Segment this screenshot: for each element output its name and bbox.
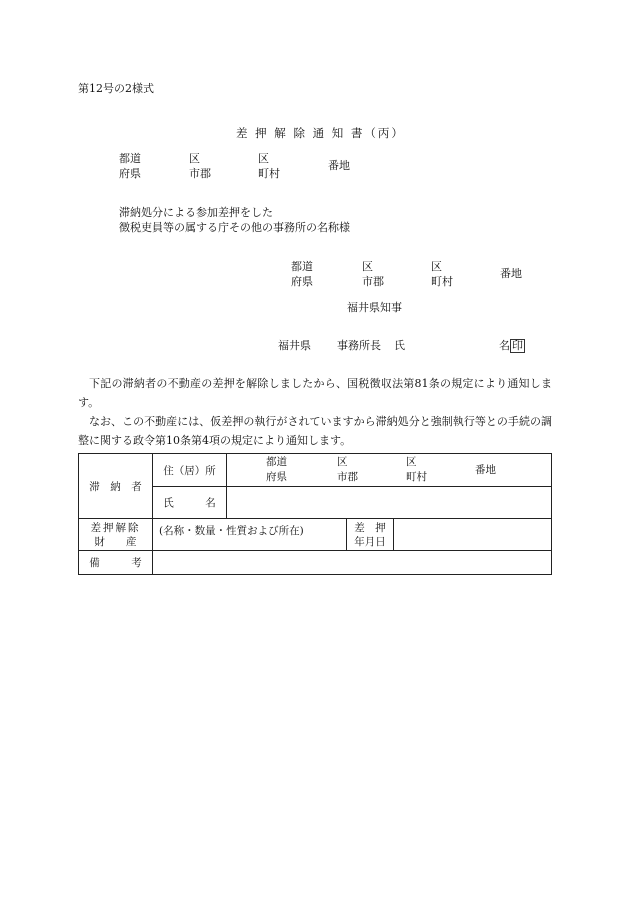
seizure-date-cell (394, 519, 552, 551)
prefecture-label: 都道 (291, 260, 313, 273)
remarks-label: 備 考 (79, 551, 153, 575)
table-row (79, 454, 552, 487)
town-label: 町村 (431, 275, 453, 288)
remarks-cell (153, 551, 552, 575)
lot-label: 番地 (475, 464, 496, 476)
table-row (79, 519, 552, 551)
recipient-line: 徴税吏員等の属する庁その他の事務所の名称様 (119, 221, 350, 234)
form-number: 第12号の2様式 (78, 82, 154, 95)
address-cell (227, 454, 552, 487)
issuer-office-head: 事務所長 (337, 339, 381, 352)
issuer-name-label: 氏 (394, 339, 405, 352)
town-label: 町村 (406, 471, 427, 483)
address-label: 住（居）所 (153, 454, 227, 487)
lot-label: 番地 (328, 159, 350, 172)
seal-mark: 印 (512, 339, 523, 352)
ward-label: 区 (362, 260, 373, 273)
ward-label: 区 (406, 456, 417, 468)
city-label: 市郡 (337, 471, 358, 483)
issuer-name-label-2 (499, 339, 525, 353)
ward-label: 区 (189, 152, 200, 165)
property-label-line-1: 差押解除 (90, 521, 141, 534)
prefecture-label: 都道 (119, 152, 141, 165)
ward-label: 区 (337, 456, 348, 468)
prefecture-label: 府県 (266, 471, 287, 483)
notice-table (78, 453, 552, 575)
name-label: 氏 名 (153, 487, 227, 519)
prefecture-label: 府県 (119, 167, 141, 180)
prefecture-label: 都道 (266, 456, 287, 468)
city-label: 市郡 (189, 167, 211, 180)
recipient-line: 滞納処分による参加差押をした (119, 206, 273, 219)
property-label-line-2: 財 産 (94, 535, 137, 548)
seizure-date-label (347, 519, 394, 551)
town-label: 町村 (258, 167, 280, 180)
seizure-label-line-1: 差 押 (354, 521, 386, 534)
seizure-label-line-2: 年月日 (354, 535, 386, 548)
lot-label: 番地 (500, 267, 522, 280)
delinquent-label: 滞 納 者 (79, 454, 153, 519)
ward-label: 区 (258, 152, 269, 165)
body-paragraph: 下記の滞納者の不動産の差押を解除しましたから、国税徴収法第81条の規定により通知します。 (78, 377, 552, 409)
prefecture-label: 府県 (291, 275, 313, 288)
city-label: 市郡 (362, 275, 384, 288)
name-cell (227, 487, 552, 519)
ward-label: 区 (431, 260, 442, 273)
property-desc: (名称・数量・性質および所在) (153, 519, 347, 551)
page-title: 差 押 解 除 通 知 書（丙） (236, 126, 405, 140)
name-char: 名 (499, 339, 510, 352)
issuer-governor: 福井県知事 (347, 301, 402, 314)
body-paragraph: なお、この不動産には、仮差押の執行がされていますから滞納処分と強制執行等との手続の調整に関する政令第10条第4項の規定により通知します。 (78, 415, 552, 447)
table-row (79, 551, 552, 575)
issuer-prefecture: 福井県 (278, 339, 311, 352)
property-label (79, 519, 153, 551)
